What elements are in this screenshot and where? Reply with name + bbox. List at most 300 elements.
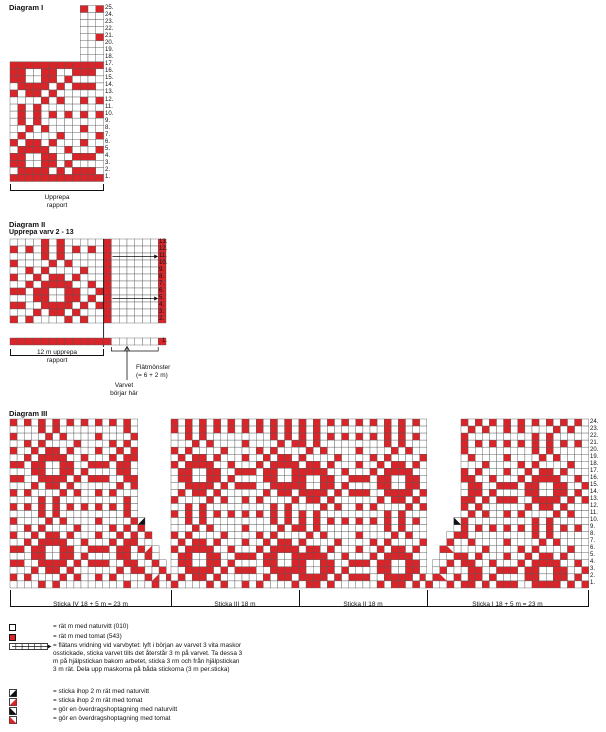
stitch-cell <box>124 553 131 560</box>
stitch-cell <box>532 518 539 525</box>
stitch-cell <box>17 503 24 510</box>
stitch-cell <box>53 503 60 510</box>
stitch-cell <box>192 475 199 482</box>
stitch-cell <box>342 539 349 546</box>
stitch-cell <box>192 574 199 581</box>
legend-text: = gör en överdragshoptagning med tomat <box>53 715 171 722</box>
stitch-cell <box>17 518 24 525</box>
stitch-cell <box>546 440 553 447</box>
stitch-cell <box>377 539 384 546</box>
stitch-cell <box>384 475 391 482</box>
stitch-cell <box>532 574 539 581</box>
stitch-cell <box>53 433 60 440</box>
stitch-cell <box>38 574 45 581</box>
stitch-cell <box>81 503 88 510</box>
stitch-cell <box>199 482 206 489</box>
stitch-cell <box>17 489 24 496</box>
stitch-cell <box>10 426 17 433</box>
stitch-cell <box>454 581 461 588</box>
stitch-cell <box>214 426 221 433</box>
stitch-cell <box>420 489 427 496</box>
stitch-cell <box>440 567 447 574</box>
stitch-cell <box>539 518 546 525</box>
stitch-cell <box>398 546 405 553</box>
stitch-cell <box>413 503 420 510</box>
stitch-cell <box>532 525 539 532</box>
stitch-cell <box>504 447 511 454</box>
stitch-cell <box>214 546 221 553</box>
stitch-cell <box>192 518 199 525</box>
stitch-cell <box>532 546 539 553</box>
row-number: 18. <box>105 54 114 61</box>
stitch-cell <box>249 553 256 560</box>
stitch-cell <box>95 454 102 461</box>
stitch-cell <box>124 426 131 433</box>
stitch-cell <box>131 546 138 553</box>
stitch-cell <box>532 433 539 440</box>
stitch-cell <box>489 433 496 440</box>
stitch-cell <box>560 419 567 426</box>
diagram-1-title: Diagram I <box>9 3 44 12</box>
stitch-cell <box>447 539 454 546</box>
stitch-cell <box>117 539 124 546</box>
stitch-cell <box>356 560 363 567</box>
stitch-cell <box>482 574 489 581</box>
stitch-cell <box>349 546 356 553</box>
stitch-cell <box>270 567 277 574</box>
stitch-cell <box>475 496 482 503</box>
stitch-cell <box>53 475 60 482</box>
stitch-cell <box>109 553 116 560</box>
stitch-cell <box>468 468 475 475</box>
stitch-cell <box>342 574 349 581</box>
stitch-cell <box>398 461 405 468</box>
stitch-cell <box>235 553 242 560</box>
stitch-cell <box>178 482 185 489</box>
stitch-cell <box>214 447 221 454</box>
stitch-cell <box>31 447 38 454</box>
stitch-cell <box>384 567 391 574</box>
stitch-cell <box>109 546 116 553</box>
stitch-cell <box>349 426 356 433</box>
stitch-cell <box>46 574 53 581</box>
stitch-cell <box>447 574 454 581</box>
stitch-cell <box>327 525 334 532</box>
stitch-cell <box>10 496 17 503</box>
stitch-cell <box>482 447 489 454</box>
stitch-cell <box>489 454 496 461</box>
stitch-cell <box>546 567 553 574</box>
stitch-cell <box>131 447 138 454</box>
stitch-cell <box>159 567 166 574</box>
stitch-cell <box>546 503 553 510</box>
stitch-cell <box>17 567 24 574</box>
stitch-cell <box>221 518 228 525</box>
stitch-cell <box>475 468 482 475</box>
stitch-cell <box>447 560 454 567</box>
stitch-cell <box>228 475 235 482</box>
stitch-cell <box>413 461 420 468</box>
stitch-cell <box>270 496 277 503</box>
stitch-cell <box>306 433 313 440</box>
stitch-cell <box>363 539 370 546</box>
stitch-cell <box>468 560 475 567</box>
stitch-cell <box>178 496 185 503</box>
stitch-cell <box>327 447 334 454</box>
stitch-cell <box>102 433 109 440</box>
row-number: 5. <box>105 145 111 152</box>
stitch-cell <box>192 440 199 447</box>
stitch-cell <box>497 511 504 518</box>
stitch-cell <box>207 560 214 567</box>
stitch-cell <box>568 567 575 574</box>
stitch-cell <box>511 482 518 489</box>
stitch-cell <box>384 461 391 468</box>
stitch-cell <box>306 468 313 475</box>
stitch-cell <box>525 546 532 553</box>
stitch-cell <box>24 539 31 546</box>
stitch-cell <box>285 496 292 503</box>
row-number: 1. <box>105 173 111 180</box>
stitch-cell <box>10 482 17 489</box>
stitch-cell <box>475 503 482 510</box>
stitch-cell <box>518 461 525 468</box>
stitch-cell <box>553 419 560 426</box>
stitch-cell <box>406 511 413 518</box>
stitch-cell <box>102 468 109 475</box>
stitch-cell <box>256 468 263 475</box>
stitch-cell <box>377 433 384 440</box>
stitch-cell <box>131 560 138 567</box>
stitch-cell <box>185 440 192 447</box>
stitch-cell <box>278 560 285 567</box>
stitch-cell <box>171 482 178 489</box>
stitch-cell <box>102 426 109 433</box>
stitch-cell <box>221 546 228 553</box>
stitch-cell <box>178 532 185 539</box>
stitch-cell <box>546 560 553 567</box>
stitch-cell <box>263 525 270 532</box>
stitch-cell <box>532 560 539 567</box>
stitch-cell <box>475 560 482 567</box>
stitch-cell <box>285 461 292 468</box>
needle-2-label: Sticka II 18 m <box>343 601 383 608</box>
stitch-cell <box>532 567 539 574</box>
stitch-cell <box>171 440 178 447</box>
stitch-cell <box>270 560 277 567</box>
stitch-cell <box>320 496 327 503</box>
stitch-cell <box>518 482 525 489</box>
stitch-cell <box>363 546 370 553</box>
stitch-cell <box>10 581 17 588</box>
stitch-cell <box>88 511 95 518</box>
stitch-cell <box>102 539 109 546</box>
stitch-cell <box>242 546 249 553</box>
red-square-icon <box>9 634 16 641</box>
row-number: 25. <box>105 5 114 11</box>
stitch-cell <box>511 511 518 518</box>
stitch-cell <box>539 511 546 518</box>
stitch-cell <box>299 461 306 468</box>
stitch-cell <box>482 560 489 567</box>
stitch-cell <box>398 518 405 525</box>
stitch-cell <box>413 475 420 482</box>
stitch-cell <box>413 539 420 546</box>
stitch-cell <box>568 468 575 475</box>
stitch-cell <box>31 489 38 496</box>
stitch-cell <box>285 440 292 447</box>
stitch-cell <box>504 503 511 510</box>
stitch-cell <box>482 440 489 447</box>
stitch-cell <box>249 532 256 539</box>
stitch-cell <box>60 475 67 482</box>
stitch-cell <box>228 503 235 510</box>
stitch-cell <box>67 539 74 546</box>
stitch-cell <box>475 454 482 461</box>
stitch-cell <box>335 567 342 574</box>
stitch-cell <box>306 503 313 510</box>
stitch-cell <box>406 525 413 532</box>
stitch-cell <box>17 461 24 468</box>
stitch-cell <box>199 419 206 426</box>
stitch-cell <box>67 433 74 440</box>
needle-divider <box>588 590 589 607</box>
stitch-cell <box>335 447 342 454</box>
stitch-cell <box>31 525 38 532</box>
stitch-cell <box>178 581 185 588</box>
stitch-cell <box>568 440 575 447</box>
stitch-cell <box>356 567 363 574</box>
stitch-cell <box>391 468 398 475</box>
stitch-cell <box>74 560 81 567</box>
stitch-cell <box>363 525 370 532</box>
stitch-cell <box>433 567 440 574</box>
stitch-cell <box>475 440 482 447</box>
stitch-cell <box>88 532 95 539</box>
row-number: 24. <box>105 12 114 19</box>
stitch-cell <box>214 461 221 468</box>
stitch-cell <box>74 539 81 546</box>
stitch-cell <box>377 496 384 503</box>
stitch-cell <box>306 525 313 532</box>
stitch-cell <box>38 581 45 588</box>
stitch-cell <box>199 454 206 461</box>
stitch-cell <box>553 447 560 454</box>
stitch-cell <box>46 496 53 503</box>
stitch-cell <box>131 475 138 482</box>
stitch-cell <box>178 503 185 510</box>
stitch-cell <box>38 553 45 560</box>
stitch-cell <box>335 440 342 447</box>
stitch-cell <box>109 482 116 489</box>
stitch-cell <box>292 496 299 503</box>
stitch-cell <box>327 496 334 503</box>
stitch-cell <box>539 489 546 496</box>
stitch-cell <box>511 567 518 574</box>
stitch-cell <box>199 546 206 553</box>
stitch-cell <box>553 496 560 503</box>
stitch-cell <box>413 546 420 553</box>
stitch-cell <box>342 581 349 588</box>
stitch-cell <box>327 574 334 581</box>
stitch-cell <box>327 511 334 518</box>
stitch-cell <box>546 532 553 539</box>
stitch-cell <box>292 468 299 475</box>
stitch-cell <box>299 475 306 482</box>
stitch-cell <box>482 503 489 510</box>
stitch-cell <box>207 574 214 581</box>
stitch-cell <box>278 426 285 433</box>
stitch-cell <box>406 440 413 447</box>
stitch-cell <box>102 419 109 426</box>
stitch-cell <box>582 433 589 440</box>
stitch-cell <box>575 461 582 468</box>
stitch-cell <box>207 525 214 532</box>
stitch-cell <box>138 567 145 574</box>
stitch-cell <box>214 553 221 560</box>
stitch-cell <box>46 581 53 588</box>
stitch-cell <box>560 511 567 518</box>
stitch-cell <box>124 482 131 489</box>
stitch-cell <box>420 419 427 426</box>
stitch-cell <box>221 447 228 454</box>
stitch-cell <box>313 482 320 489</box>
stitch-cell <box>475 518 482 525</box>
stitch-cell <box>242 496 249 503</box>
diagram-2-subtitle: Upprepa varv 2 - 13 <box>9 229 74 236</box>
stitch-cell <box>124 511 131 518</box>
stitch-cell <box>335 511 342 518</box>
row-number: 23. <box>105 19 114 26</box>
stitch-cell <box>518 433 525 440</box>
stitch-cell <box>88 518 95 525</box>
stitch-cell <box>81 496 88 503</box>
stitch-cell <box>454 539 461 546</box>
stitch-cell <box>468 433 475 440</box>
stitch-cell <box>228 433 235 440</box>
stitch-cell <box>171 525 178 532</box>
stitch-cell <box>384 553 391 560</box>
stitch-cell <box>270 426 277 433</box>
stitch-cell <box>575 503 582 510</box>
stitch-cell <box>278 539 285 546</box>
stitch-cell <box>60 546 67 553</box>
stitch-cell <box>124 419 131 426</box>
stitch-cell <box>518 440 525 447</box>
stitch-cell <box>10 440 17 447</box>
stitch-cell <box>553 567 560 574</box>
stitch-cell <box>171 567 178 574</box>
stitch-cell <box>349 503 356 510</box>
stitch-cell <box>539 503 546 510</box>
stitch-cell <box>131 468 138 475</box>
stitch-cell <box>117 511 124 518</box>
stitch-cell <box>117 454 124 461</box>
stitch-cell <box>299 532 306 539</box>
stitch-cell <box>60 426 67 433</box>
stitch-cell <box>31 468 38 475</box>
stitch-cell <box>461 433 468 440</box>
stitch-cell <box>475 419 482 426</box>
stitch-cell <box>461 525 468 532</box>
stitch-cell <box>228 482 235 489</box>
stitch-cell <box>532 503 539 510</box>
stitch-cell <box>285 560 292 567</box>
stitch-cell <box>192 511 199 518</box>
stitch-cell <box>560 525 567 532</box>
stitch-cell <box>504 539 511 546</box>
stitch-cell <box>178 447 185 454</box>
stitch-cell <box>497 454 504 461</box>
row-number: 2. <box>105 166 111 173</box>
stitch-cell <box>306 511 313 518</box>
stitch-cell <box>568 581 575 588</box>
stitch-cell <box>420 539 427 546</box>
stitch-cell <box>159 581 166 588</box>
stitch-cell <box>171 581 178 588</box>
stitch-cell <box>60 440 67 447</box>
stitch-cell <box>81 518 88 525</box>
stitch-cell <box>546 496 553 503</box>
stitch-cell <box>95 440 102 447</box>
stitch-cell <box>525 440 532 447</box>
legend-text: = rät m med tomat (543) <box>53 633 122 640</box>
stitch-cell <box>582 553 589 560</box>
stitch-cell <box>539 525 546 532</box>
stitch-cell <box>468 447 475 454</box>
stitch-cell <box>370 496 377 503</box>
stitch-cell <box>335 433 342 440</box>
stitch-cell <box>468 503 475 510</box>
stitch-cell <box>207 532 214 539</box>
stitch-cell <box>504 468 511 475</box>
stitch-cell <box>370 581 377 588</box>
stitch-cell <box>420 553 427 560</box>
stitch-cell <box>575 511 582 518</box>
stitch-cell <box>313 496 320 503</box>
stitch-cell <box>482 489 489 496</box>
stitch-cell <box>475 475 482 482</box>
stitch-cell <box>285 468 292 475</box>
stitch-cell <box>475 546 482 553</box>
stitch-cell <box>24 461 31 468</box>
stitch-cell <box>363 553 370 560</box>
stitch-cell <box>320 475 327 482</box>
stitch-cell <box>185 581 192 588</box>
stitch-cell <box>468 546 475 553</box>
stitch-cell <box>511 475 518 482</box>
stitch-cell <box>102 461 109 468</box>
stitch-cell <box>335 475 342 482</box>
stitch-cell <box>582 426 589 433</box>
stitch-cell <box>109 447 116 454</box>
stitch-cell <box>207 489 214 496</box>
stitch-cell <box>17 440 24 447</box>
stitch-cell <box>391 440 398 447</box>
stitch-cell <box>235 574 242 581</box>
stitch-cell <box>413 447 420 454</box>
stitch-cell <box>207 482 214 489</box>
stitch-cell <box>475 482 482 489</box>
stitch-cell <box>553 518 560 525</box>
stitch-cell <box>461 468 468 475</box>
stitch-cell <box>228 454 235 461</box>
stitch-cell <box>17 475 24 482</box>
stitch-cell <box>349 496 356 503</box>
stitch-cell <box>242 426 249 433</box>
stitch-cell <box>497 433 504 440</box>
stitch-cell <box>349 553 356 560</box>
